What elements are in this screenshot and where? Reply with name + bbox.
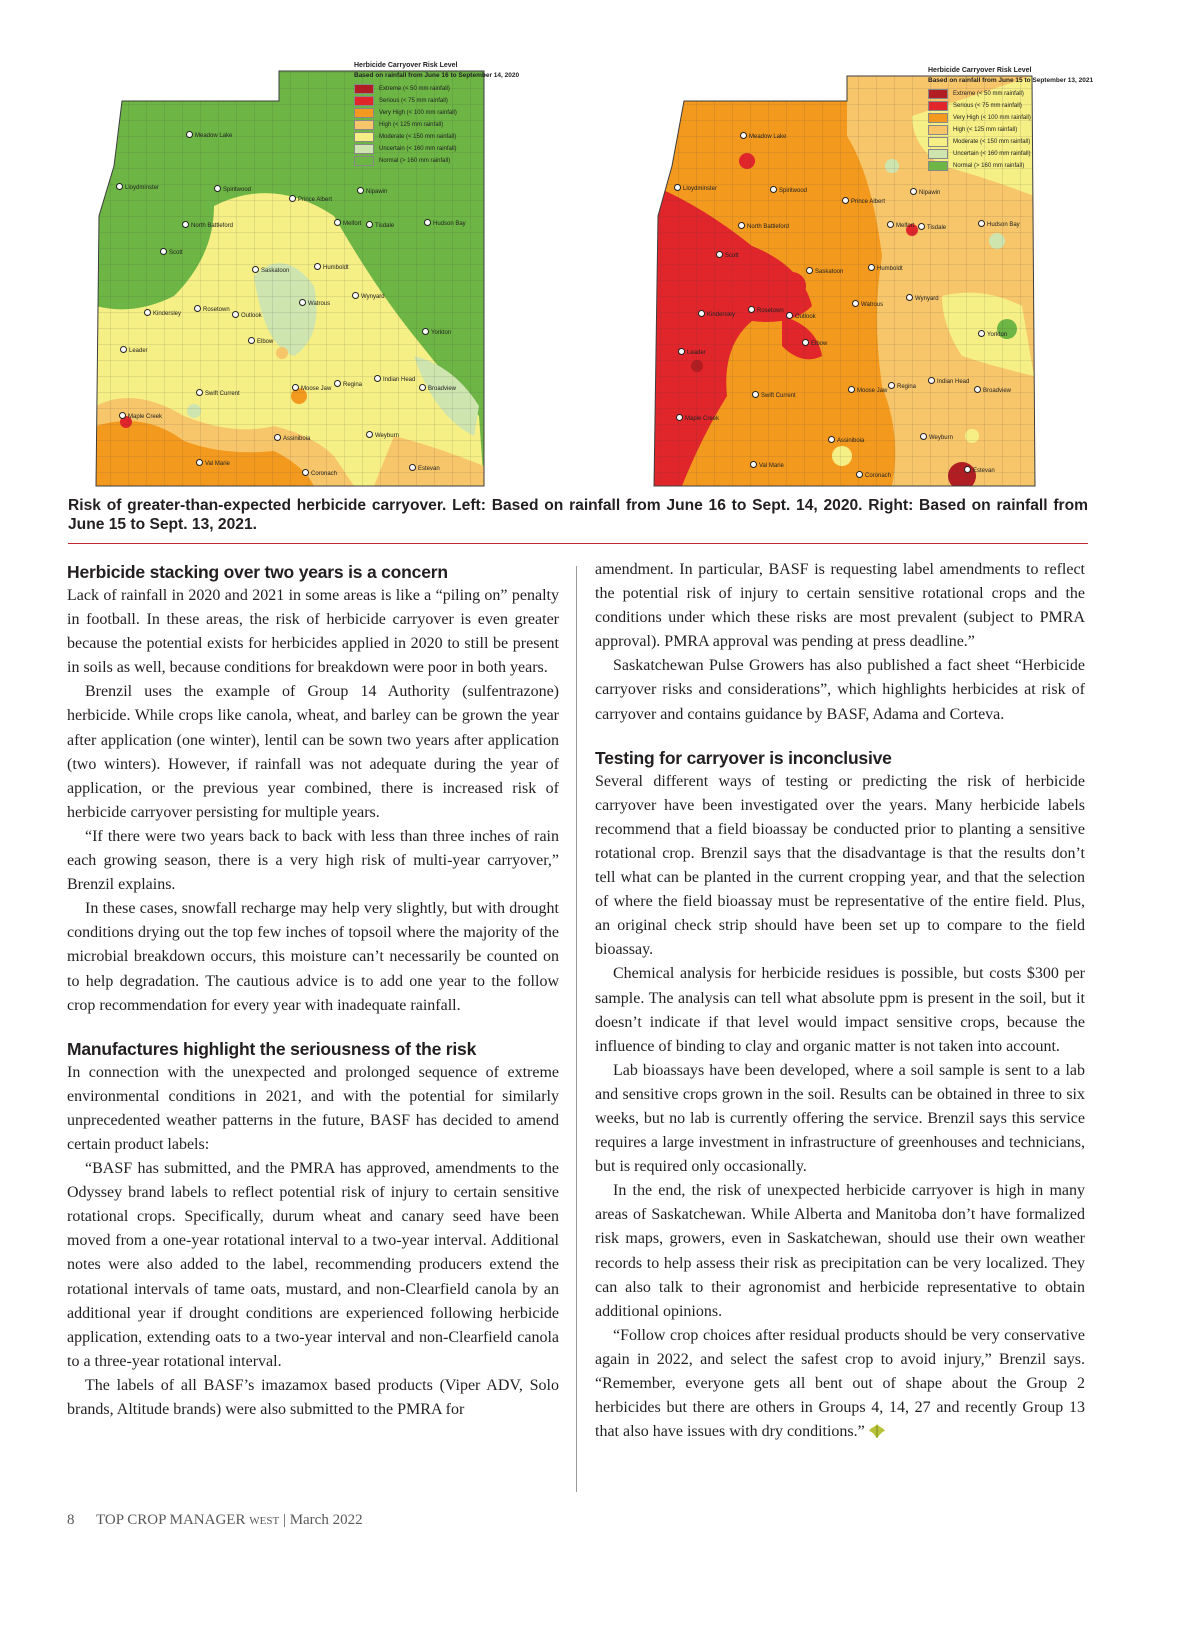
legend-item	[928, 112, 1093, 124]
city-label: Nipawin	[357, 187, 387, 196]
end-mark-leaf-icon	[868, 1423, 886, 1439]
legend-2020	[354, 61, 519, 167]
city-label: Broadview	[974, 386, 1011, 395]
section-heading: Manufactures highlight the seriousness of the risk	[67, 1038, 477, 1059]
city-label: North Battleford	[182, 221, 233, 230]
magazine-edition: WEST	[249, 1515, 280, 1527]
city-label: Lloydminster	[116, 183, 159, 192]
section-heading: Herbicide stacking over two years is a concern	[67, 562, 448, 582]
city-label: Outlook	[786, 312, 816, 321]
city-label: Wynyard	[906, 294, 939, 303]
city-label: Scott	[716, 251, 739, 260]
legend-label: High (< 125 mm rainfall)	[953, 127, 1018, 133]
article-column-left	[67, 558, 559, 1422]
legend-item	[928, 100, 1093, 112]
legend-swatch	[928, 137, 948, 147]
legend-item	[928, 160, 1093, 172]
legend-swatch	[354, 96, 374, 106]
legend-label: Very High (< 100 mm rainfall)	[379, 110, 457, 116]
paragraph: amendment. In particular, BASF is requesting label amendments to reflect the potential risk of injury to certain sensitive rotational crops and the conditions under which these risks are most prevalent (subject to PMRA approval). PMRA approval was pending at press deadline.”	[595, 561, 1085, 651]
paragraph: In these cases, snowfall recharge may help very slightly, but with drought conditions drying out the top few inches of topsoil where the majority of the microbial breakdown occurs, this moisture can’t necessarily be counted on to help degradation. The cautious advice is to add one year to the follow crop recommendation for every year with inadequate rainfall.	[67, 900, 559, 1014]
legend-label: Extreme (< 50 mm rainfall)	[379, 86, 450, 92]
city-label: Moose Jaw	[292, 384, 331, 393]
city-label: Tisdale	[366, 221, 394, 230]
city-label: Swift Current	[752, 391, 796, 400]
paragraph: Saskatchewan Pulse Growers has also published a fact sheet “Herbicide carryover risks and considerations”, which highlights herbicides at risk of carryover and contains guidance by BASF, Adama and Corteva.	[595, 657, 1085, 723]
city-label: Yorkton	[422, 328, 451, 337]
city-label: Lloydminster	[674, 184, 717, 193]
city-label: Elbow	[248, 337, 273, 346]
city-label: Estevan	[409, 464, 440, 473]
city-label: Spiritwood	[214, 185, 251, 194]
city-label: Leader	[678, 348, 706, 357]
paragraph: Brenzil uses the example of Group 14 Authority (sulfentrazone) herbicide. While crops like canola, wheat, and barley can be grown the year after application (one winter), lentil can be sown two years after application (two winters). However, if rainfall was not adequate during the year of application, or the previous year combined, there is increased risk of herbicide carryover persisting for multiple years.	[67, 683, 559, 821]
city-label: Swift Current	[196, 389, 240, 398]
city-label: Prince Albert	[842, 197, 885, 206]
legend-item	[928, 124, 1093, 136]
legend-subtitle: Based on rainfall from June 16 to September 14, 2020	[354, 72, 520, 79]
legend-label: High (< 125 mm rainfall)	[379, 122, 444, 128]
city-label: Rosetown	[748, 306, 784, 315]
legend-label: Very High (< 100 mm rainfall)	[953, 115, 1031, 121]
legend-label: Extreme (< 50 mm rainfall)	[953, 91, 1024, 97]
city-label: Saskatoon	[252, 266, 289, 275]
city-label: Outlook	[232, 311, 262, 320]
city-label: Hudson Bay	[978, 220, 1020, 229]
legend-swatch	[928, 113, 948, 123]
paragraph: Lab bioassays have been developed, where a soil sample is sent to a lab and sensitive crops grown in the soil. Results can be obtained in three to six weeks, but no lab is currently offering the service. Brenzil says this service requires a large investment in infrastructure of greenhouses and technicians, but is required only occasionally.	[595, 1061, 1085, 1176]
legend-swatch	[354, 132, 374, 142]
legend-swatch	[354, 108, 374, 118]
paragraph: In connection with the unexpected and prolonged sequence of extreme environmental conditions in 2021, and with the potential for similarly unprecedented weather patterns in the future, BASF has decided to amend certain product labels:	[67, 1063, 559, 1153]
risk-map-2021	[642, 56, 1094, 508]
legend-item	[354, 83, 519, 95]
legend-label: Serious (< 75 mm rainfall)	[379, 98, 448, 104]
caption-divider	[68, 543, 1088, 544]
legend-label: Normal (> 160 mm rainfall)	[379, 158, 451, 164]
paragraph: The labels of all BASF’s imazamox based products (Viper ADV, Solo brands, Altitude brands) were also submitted to the PMRA for	[67, 1376, 559, 1418]
legend-item	[928, 88, 1093, 100]
legend-item	[354, 95, 519, 107]
city-label: Melfort	[334, 219, 361, 228]
city-label: Indian Head	[928, 377, 969, 386]
section-heading: Testing for carryover is inconclusive	[595, 747, 892, 768]
quote-paragraph: “BASF has submitted, and the PMRA has approved, amendments to the Odyssey brand labels to reflect potential risk of injury to certain sensitive rotational crops. Specifically, durum wheat and canary seed have been moved from a one-year rotational interval to a two-year interval. Additional notes were also added to the label, recommending producers extend the rotational intervals of tame oats, mustard, and non-Clearfield canola by an additional year if drought conditions are experienced following herbicide application, extending oats to a two-year interval and non-Clearfield canola to a three-year rotational interval.	[67, 1160, 559, 1370]
city-label: Coronach	[302, 469, 337, 478]
closing-quote-text: “Follow crop choices after residual products should be very conservative again in 2022, and select the safest crop to avoid injury,” Brenzil says. “Remember, everyone gets all bent out of shape about the Group 2 herbicides but there are others in Groups 4, 14, 27 and recently Group 13 that also have issues with dry conditions.”	[595, 1326, 1085, 1441]
legend-subtitle: Based on rainfall from June 15 to September 13, 2021	[928, 77, 1094, 84]
issue-date: March 2022	[289, 1512, 363, 1528]
city-label: Spiritwood	[770, 186, 807, 195]
legend-item	[354, 143, 519, 155]
paragraph	[595, 1324, 1085, 1444]
legend-swatch	[354, 144, 374, 154]
city-label: Moose Jaw	[848, 386, 887, 395]
city-label: Weyburn	[920, 433, 953, 442]
article-column-right	[595, 558, 1085, 1444]
city-label: Assiniboia	[828, 436, 864, 445]
legend-swatch	[354, 156, 374, 166]
city-label: Rosetown	[194, 305, 230, 314]
paragraph: Chemical analysis for herbicide residues is possible, but costs $300 per sample. The analysis can tell what absolute ppm is present in the soil, but it doesn’t indicate if that level would impact sensitive crops, because the influence of binding to clay and organic matter is not taken into account.	[595, 965, 1085, 1055]
city-label: Val Marie	[196, 459, 230, 468]
legend-swatch	[928, 161, 948, 171]
city-label: Prince Albert	[289, 195, 332, 204]
city-label: Regina	[888, 382, 916, 391]
paragraph: Several different ways of testing or predicting the risk of herbicide carryover have been investigated over the years. Many herbicide labels recommend that a field bioassay be conducted prior to planting a sensitive rotational crop. Brenzil says that the disadvantage is that the results don’t tell what can be planted in the current cropping year, and that the selection of where the field bioassay must be representative of the entire field. Plus, an original check strip should have been set up to compare to the field bioassay.	[595, 772, 1085, 959]
legend-label: Serious (< 75 mm rainfall)	[953, 103, 1022, 109]
legend-item	[354, 119, 519, 131]
legend-swatch	[928, 149, 948, 159]
city-label: Watrous	[852, 300, 883, 309]
city-label: Coronach	[856, 471, 891, 480]
city-label: Yorkton	[978, 330, 1007, 339]
city-label: Tisdale	[918, 223, 946, 232]
city-label: Indian Head	[374, 375, 415, 384]
page-number: 8	[67, 1512, 75, 1528]
city-label: Meadow Lake	[186, 131, 232, 140]
legend-label: Normal (> 160 mm rainfall)	[953, 163, 1025, 169]
city-label: Val Marie	[750, 461, 784, 470]
city-label: North Battleford	[738, 222, 789, 231]
legend-title: Herbicide Carryover Risk Level	[354, 62, 458, 69]
city-label: Wynyard	[352, 292, 385, 301]
city-label: Maple Creek	[676, 414, 719, 423]
legend-swatch	[928, 89, 948, 99]
city-label: Saskatoon	[806, 267, 843, 276]
legend-item	[928, 148, 1093, 160]
footer-separator: |	[282, 1512, 286, 1528]
legend-label: Uncertain (< 160 mm rainfall)	[953, 151, 1031, 157]
city-label: Kindersley	[698, 310, 735, 319]
legend-item	[354, 107, 519, 119]
magazine-name: TOP CROP MANAGER	[95, 1512, 246, 1528]
legend-2021	[928, 66, 1093, 172]
city-label: Hudson Bay	[424, 219, 466, 228]
paragraph: “If there were two years back to back with less than three inches of rain each growing season, there is a very high risk of multi-year carryover,” Brenzil explains.	[67, 827, 559, 894]
city-label: Regina	[334, 380, 362, 389]
city-label: Humboldt	[868, 264, 903, 273]
legend-item	[928, 136, 1093, 148]
city-label: Scott	[160, 248, 183, 257]
legend-label: Uncertain (< 160 mm rainfall)	[379, 146, 457, 152]
city-label: Broadview	[419, 384, 456, 393]
risk-map-2020	[74, 56, 520, 508]
city-label: Meadow Lake	[740, 132, 786, 141]
city-label: Kindersley	[144, 309, 181, 318]
city-label: Assiniboia	[274, 434, 310, 443]
city-label: Melfort	[887, 221, 914, 230]
legend-item	[354, 131, 519, 143]
city-label: Nipawin	[910, 188, 940, 197]
city-label: Elbow	[802, 339, 827, 348]
legend-swatch	[928, 125, 948, 135]
city-label: Watrous	[299, 299, 330, 308]
legend-label: Moderate (< 150 mm rainfall)	[953, 139, 1031, 145]
paragraph: Lack of rainfall in 2020 and 2021 in some areas is like a “piling on” penalty in football. In these areas, the risk of herbicide carryover is even greater because the potential exists for herbicides applied in 2020 to still be present in soils as well, because conditions for breakdown were poor in both years.	[67, 587, 559, 677]
page-footer	[67, 1512, 363, 1529]
legend-title: Herbicide Carryover Risk Level	[928, 67, 1032, 74]
paragraph: In the end, the risk of unexpected herbicide carryover is high in many areas of Saskatchewan. While Alberta and Manitoba don’t have formalized risk maps, growers, even in Saskatchewan, should use their own weather records to help assess their risk as precipitation can be very localized. They can also talk to their agronomist and herbicide representative to obtain additional opinions.	[595, 1182, 1085, 1320]
city-label: Estevan	[964, 466, 995, 475]
column-divider	[576, 566, 577, 1492]
city-label: Leader	[120, 346, 148, 355]
city-label: Weyburn	[366, 431, 399, 440]
figure-caption: Risk of greater-than-expected herbicide carryover. Left: Based on rainfall from June 16 to Sept. 14, 2020. Right: Based on rainfall from June 15 to Sept. 13, 2021.	[68, 497, 1088, 533]
legend-swatch	[354, 120, 374, 130]
legend-swatch	[354, 84, 374, 94]
legend-item	[354, 155, 519, 167]
city-label: Humboldt	[314, 263, 349, 272]
legend-swatch	[928, 101, 948, 111]
legend-label: Moderate (< 150 mm rainfall)	[379, 134, 457, 140]
city-label: Maple Creek	[119, 412, 162, 421]
